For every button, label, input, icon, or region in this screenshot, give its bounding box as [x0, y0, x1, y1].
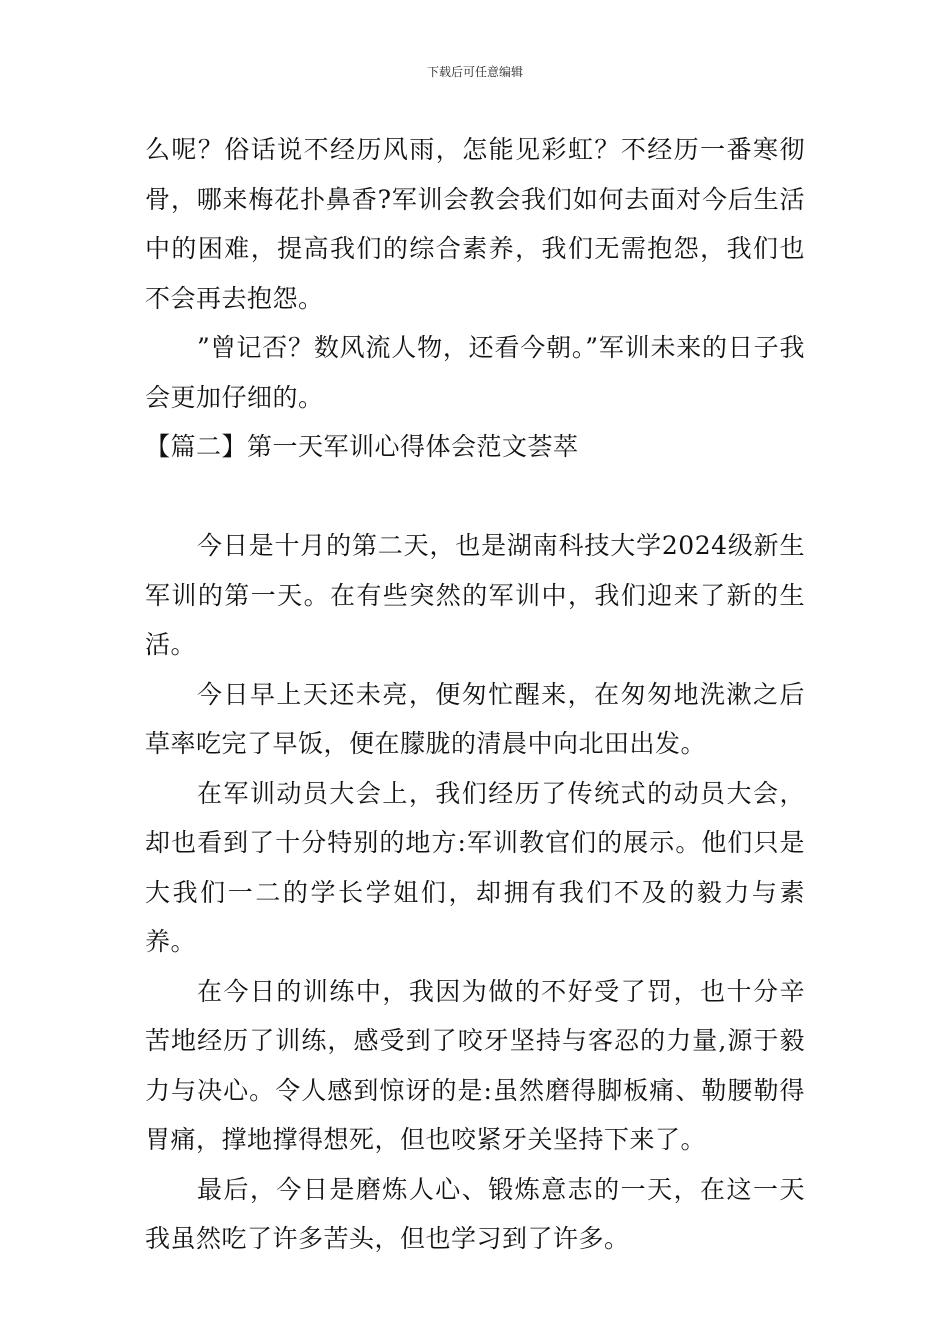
paragraph-continuation: 么呢？俗话说不经历风雨，怎能见彩虹？不经历一番寒彻骨，哪来梅花扑鼻香?军训会教会我们如何去面对今后生活中的困难，提高我们的综合素养，我们无需抱怨，我们也不会再去抱怨。: [145, 135, 805, 313]
paragraph-morning: 今日早上天还未亮，便匆忙醒来，在匆匆地洗漱之后草率吃完了早饭，便在朦胧的清晨中向北田出发。: [145, 679, 805, 758]
paragraph-intro: 今日是十月的第二天，也是湖南科技大学2024级新生军训的第一天。在有些突然的军训中，我们迎来了新的生活。: [145, 531, 805, 659]
section-heading: 【篇二】第一天军训心得体会范文荟萃: [145, 432, 579, 461]
paragraph-assembly: 在军训动员大会上，我们经历了传统式的动员大会，却也看到了十分特别的地方:军训教官们的展示。他们只是大我们一二的学长学姐们，却拥有我们不及的毅力与素养。: [145, 778, 805, 956]
document-body: [145, 125, 805, 1264]
paragraph-conclusion: 最后，今日是磨炼人心、锻炼意志的一天，在这一天我虽然吃了许多苦头，但也学习到了许多。: [145, 1174, 805, 1253]
blank-line: [145, 472, 805, 522]
paragraph-quote: ”曾记否？数风流人物，还看今朝。”军训未来的日子我会更加仔细的。: [145, 333, 805, 412]
header-note: 下载后可任意编辑: [426, 65, 523, 79]
paragraph-training: 在今日的训练中，我因为做的不好受了罚，也十分辛苦地经历了训练，感受到了咬牙坚持与客忍的力量,源于毅力与决心。令人感到惊讶的是:虽然磨得脚板痛、勒腰勒得胃痛，撑地撑得想死，但也咬紧牙关坚持下来了。: [145, 976, 805, 1154]
